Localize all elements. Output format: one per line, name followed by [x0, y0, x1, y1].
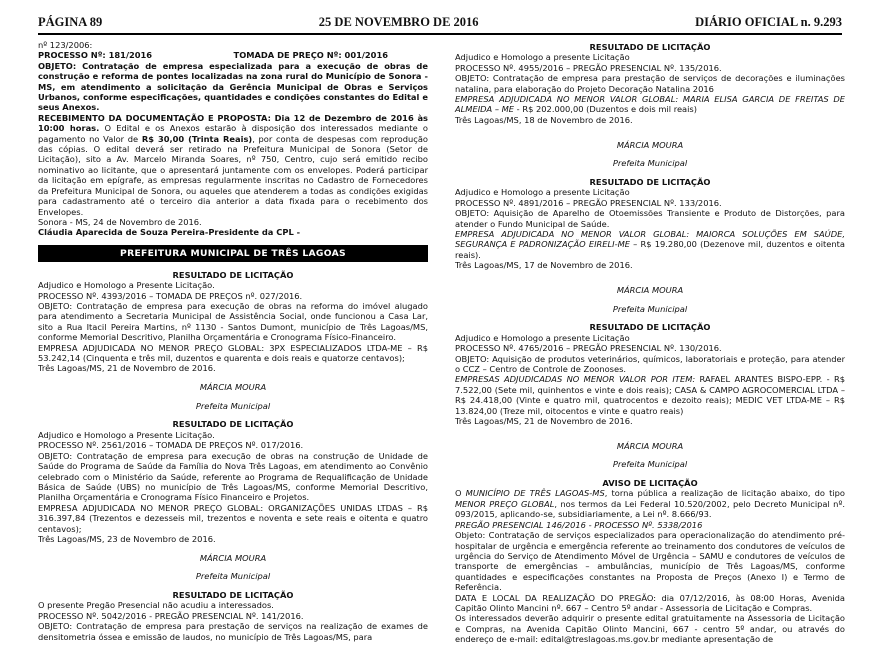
notice-object: OBJETO: Aquisição de Aparelho de Otoemissões Transiente e Produto de Distorções, para atender o Fundo Municipal de Saúde.	[455, 208, 845, 229]
notice-block	[455, 478, 845, 645]
page-number: PÁGINA 89	[38, 14, 103, 29]
award-company: EMPRESA ADJUDICADA NO MENOR VALOR GLOBAL: MAIORCA SOLUÇÕES EM SAÚDE, SEGURANÇA E PADRONIZAÇÃO EIRELI-ME	[455, 228, 845, 250]
notice-title: RESULTADO DE LICITAÇÃO	[589, 322, 711, 333]
notice-date: Três Lagoas/MS, 17 de Novembro de 2016.	[455, 260, 633, 271]
notice-object: OBJETO: Contratação de empresa para prestação de serviços na realização de exames de densitometria óssea e emissão de laudos, no município de Três Lagoas/MS, para	[38, 621, 428, 642]
notice-process: PROCESSO Nº. 4891/2016 – PREGÃO PRESENCIAL Nº. 133/2016.	[455, 197, 722, 208]
process-line	[38, 50, 428, 60]
notice-award	[455, 229, 845, 260]
notice-block	[38, 590, 428, 642]
notice-title: RESULTADO DE LICITAÇÃO	[589, 176, 711, 187]
notice-process: PREGÃO PRESENCIAL 146/2016 - PROCESSO Nº. 5338/2016	[455, 519, 703, 530]
signer-name: MÁRCIA MOURA	[616, 139, 684, 150]
notice-title: AVISO DE LICITAÇÃO	[602, 478, 698, 489]
notice-block	[455, 42, 845, 169]
award-value: - R$ 202.000,00 (Duzentos e dois mil reais)	[514, 104, 697, 115]
notice-object: OBJETO: Contratação de empresa para execução de obras na reforma do imóvel alugado para atendimento a Secretaria Municipal de Assistência Social, onde funcionou a Casa Lar, sito a Rua Itacil Pereira Martins, nº 1130 - Santos Dumont, município de Três Lagoas/MS, conforme Memorial Descritivo, Planilha Orçamentária e Cronograma Físico-Financeiro.	[38, 300, 428, 343]
intro-text-1: O	[455, 488, 466, 499]
notice-instructions: Os interessados deverão adquirir o presente edital gratuitamente na Assessoria de Licitação e Compras, na Avenida Capitão Olinto Mancini, 667 - centro 5º andar, ou através do endereço de e-mail: edital@treslagoas.ms.gov.br mediante apresentação de	[455, 613, 845, 645]
notice-title: RESULTADO DE LICITAÇÃO	[172, 590, 294, 601]
object-text: OBJETO: Contratação de empresa para prestação de serviços de decorações e iluminações natalina, para elaboração do Projeto Decoração Natalina 2016	[455, 73, 845, 94]
notice-block	[38, 419, 428, 581]
signature-cpl: Cláudia Aparecida de Souza Pereira-Presidente da CPL -	[38, 227, 301, 238]
notice-line: Adjudico e Homologo a presente Licitação	[455, 187, 630, 198]
law-reference: nº 123/2006:	[38, 40, 93, 50]
receipt-text-1: O Edital e os Anexos estarão à disposição dos interessados mediante o pagamento no Valor de	[38, 123, 429, 144]
header-rule	[38, 33, 842, 35]
intro-text-3: , nos termos da Lei Federal 10.520/2002, pelo Decreto Municipal nº. 093/2015, aplicando-se, subsidiariamente, a Lei nº. 8.666/93.	[455, 498, 845, 520]
notice-process: PROCESSO Nº. 4765/2016 – PREGÃO PRESENCIAL Nº. 130/2016.	[455, 343, 722, 354]
notice-block	[38, 270, 428, 411]
notice-block	[455, 177, 845, 314]
page-header	[38, 12, 842, 32]
notice-date-place: DATA E LOCAL DA REALIZAÇÃO DO PREGÃO: dia 07/12/2016, às 08:00 Horas, Avenida Capitão Olinto Mancini nº. 667 – Centro 5º andar - Assessoria de Licitação e Compras.	[455, 592, 845, 613]
signer-role: Prefeita Municipal	[612, 459, 688, 470]
notice-process: PROCESSO Nº. 4955/2016 – PREGÃO PRESENCIAL Nº. 135/2016.	[455, 62, 722, 73]
right-column	[455, 40, 845, 645]
notice-line: O presente Pregão Presencial não acudiu a interessados.	[38, 600, 274, 611]
intro-text-2: , torna pública a realização de licitação abaixo, do tipo	[604, 488, 845, 499]
intro-type: MENOR PREÇO GLOBAL	[455, 498, 555, 509]
object-text: OBJETO: Contratação de empresa especializada para a execução de obras de construção e reforma de pontes localizadas na zona rural do Município de Sonora - MS, em atendimento a solicitação da Gerência Municipal de Obras e Serviços Urbanos, conforme especificações, quantidades e condições constantes do Edital e seus Anexos.	[38, 60, 428, 113]
process-number: PROCESSO Nº: 181/2016	[38, 50, 153, 61]
journal-edition: DIÁRIO OFICIAL n. 9.293	[695, 14, 842, 29]
intro-municipality: MUNICÍPIO DE TRÊS LAGOAS-MS	[465, 488, 605, 499]
notice-object	[455, 73, 845, 94]
notice-line: Adjudico e Homologo a Presente Licitação.	[38, 280, 215, 291]
receipt-date: RECEBIMENTO DA DOCUMENTAÇÃO E PROPOSTA: Dia 12 de Dezembro de 2016 às 10:00 horas.	[38, 112, 428, 134]
tomada-number: TOMADA DE PREÇO Nº: 001/2016	[233, 50, 388, 61]
signer-name: MÁRCIA MOURA	[199, 382, 267, 393]
notice-award	[455, 94, 845, 115]
notice-date: Três Lagoas/MS, 21 de Novembro de 2016.	[455, 415, 633, 426]
place-date: Sonora - MS, 24 de Novembro de 2016.	[38, 216, 202, 227]
notice-date: Três Lagoas/MS, 18 de Novembro de 2016.	[455, 114, 633, 125]
notice-award: EMPRESA ADJUDICADA NO MENOR PREÇO GLOBAL: 3PX ESPECIALIZADOS LTDA-ME – R$ 53.242,14 (Cinquenta e três mil, duzentos e quarenta e dois reais e quatorze centavos);	[38, 342, 428, 363]
notice-line: Adjudico e Homologo a presente Licitação	[455, 332, 630, 343]
notice-object: OBJETO: Aquisição de produtos veterinários, químicos, laboratoriais e proteção, para atender o CCZ – Centro de Controle de Zoonoses.	[455, 353, 845, 374]
award-value: – R$ 19.280,00 (Dezenove mil, duzentos e oitenta reais).	[455, 239, 845, 260]
signer-name: MÁRCIA MOURA	[616, 440, 684, 451]
receipt-text-2: , por conta de despesas com reprodução das cópias. O edital deverá ser retirado na Prefeitura Municipal de Sonora (Setor de Licitação), sito a Av. Marcelo Miranda Soares, nº 750, Centro, cujo será emitido recibo nominativo ao licitante, que o apresentará juntamente com os envelopes. Poderá participar da licitação em epígrafe, as empresas regularmente inscritas no Cadastro de Fornecedores da Prefeitura Municipal de Sonora, ou aqueles que atenderem a todas as condições exigidas para cadastramento até o terceiro dia anterior a data fixada para o recebimento dos Envelopes.	[38, 133, 428, 217]
notice-process: PROCESSO Nº. 4393/2016 – TOMADA DE PREÇOS nº. 027/2016.	[38, 290, 303, 301]
notice-process: PROCESSO Nº. 5042/2016 - PREGÃO PRESENCIAL Nº. 141/2016.	[38, 610, 304, 621]
notice-object: Objeto: Contratação de serviços especializados para operacionalização do atendimento pré-hospitalar de urgência e emergência referente ao treinamento dos condutores de veículos de urgência do Serviço de Atendimento Móvel de Urgência – SAMU e condutores de veículos de transporte de emergências – ambulâncias, município de Três Lagoas/MS, conforme quantidades e especificações constantes na Proposta de Preços (Anexo I) e Termo de Referência.	[455, 530, 845, 593]
signer-role: Prefeita Municipal	[195, 571, 271, 582]
signer-role: Prefeita Municipal	[612, 303, 688, 314]
award-company: EMPRESA ADJUDICADA NO MENOR VALOR GLOBAL: MARIA ELISA GARCIA DE FREITAS DE ALMEIDA – ME	[455, 94, 845, 115]
notice-award: EMPRESA ADJUDICADA NO MENOR PREÇO GLOBAL: ORGANIZAÇÕES UNIDAS LTDAS – R$ 316.397,84 (Trezentos e dezesseis mil, trezentos e noventa e sete reais e oitenta e quatro centavos);	[38, 502, 428, 534]
notice-line: Adjudico e Homologo a Presente Licitação.	[38, 429, 215, 440]
signer-name: MÁRCIA MOURA	[616, 284, 684, 295]
signer-name: MÁRCIA MOURA	[199, 552, 267, 563]
award-label: EMPRESAS ADJUDICADAS NO MENOR VALOR POR ITEM:	[455, 374, 696, 385]
notice-line: Adjudico e Homologo a presente Licitação	[455, 52, 630, 63]
notice-block	[455, 322, 845, 469]
notice-title: RESULTADO DE LICITAÇÃO	[589, 42, 711, 52]
notice-process: PROCESSO Nº. 2561/2016 – TOMADA DE PREÇOS Nº. 017/2016.	[38, 440, 304, 451]
notice-object: OBJETO: Contratação de empresa para execução de obras na construção de Unidade de Saúde do Programa de Saúde da Família do Nova Três Lagoas, em atendimento ao Convênio celebrado com o Ministério da Saúde, referente ao Programa de Requalificação de Unidade Básica de Saúde (UBS) no município de Três Lagoas/MS, conforme Memorial Descritivo, Planilha Orçamentária e Cronograma Físico Financeiro e Projetos.	[38, 450, 428, 503]
notice-award	[455, 374, 845, 416]
notice-date: Três Lagoas/MS, 23 de Novembro de 2016.	[38, 533, 216, 544]
award-value: RAFAEL ARANTES BISPO-EPP. - R$ 7.522,00 (Sete mil, quinhentos e vinte e dois reais); CASA & CAMPO AGROCOMERCIAL LTDA – R$ 24.418,00 (Vinte e quatro mil, quatrocentos e dezoito reais); MEDIC VET LTDA-ME – R$ 13.824,00 (Treze mil, oitocentos e vinte e quatro reais)	[455, 374, 846, 416]
section-banner: PREFEITURA MUNICIPAL DE TRÊS LAGOAS	[38, 245, 428, 262]
notice-date: Três Lagoas/MS, 21 de Novembro de 2016.	[38, 363, 216, 374]
receipt-paragraph	[38, 113, 428, 217]
notice-title: RESULTADO DE LICITAÇÃO	[172, 419, 294, 430]
notice-intro	[455, 488, 845, 519]
signer-role: Prefeita Municipal	[612, 158, 688, 169]
receipt-price: R$ 30,00 (Trinta Reais)	[141, 133, 253, 144]
signer-role: Prefeita Municipal	[195, 400, 271, 411]
publication-date: 25 DE NOVEMBRO DE 2016	[318, 14, 479, 29]
notice-title: RESULTADO DE LICITAÇÃO	[172, 269, 294, 280]
left-column	[38, 40, 428, 642]
